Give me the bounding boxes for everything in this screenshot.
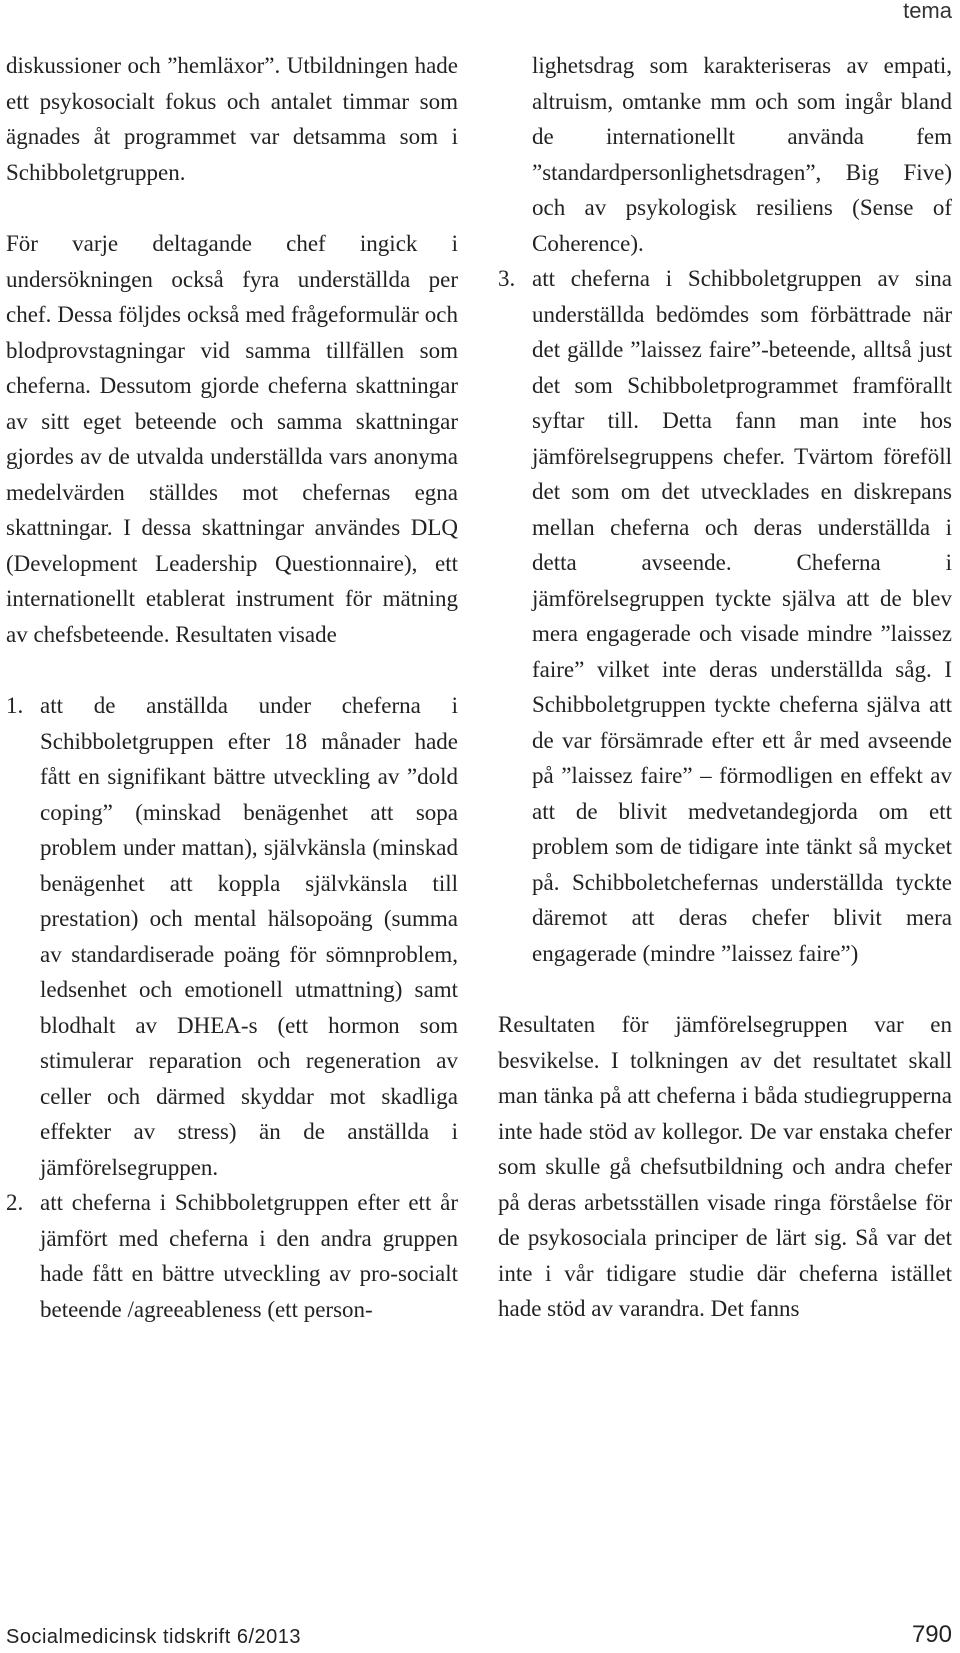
list-item-number: 2. [6, 1190, 24, 1215]
page-footer [6, 1621, 952, 1649]
list-item [6, 1185, 458, 1327]
journal-name: Socialmedicinsk tidskrift 6/2013 [6, 1626, 302, 1648]
list-item-number: 3. [498, 266, 516, 291]
results-list-continued [498, 261, 952, 971]
list-item-text: att de anställda under cheferna i Schibboletgruppen efter 18 månader hade fått en signifikant bättre utveckling av ”dold coping” (minskad benägenhet att sopa problem under mattan), självkänsla (minskad benägenhet att koppla självkänsla till prestation) och mental hälsopoäng (summa av standardiserade poäng för sömnproblem, ledsenhet och emotionell utmattning) samt blodhalt av DHEA-s (ett hormon som stimulerar reparation och regeneration av celler och därmed skyddar mot skadliga effekter av stress) än de anställda i jämförelsegruppen. [40, 693, 458, 1180]
paragraph-results: Resultaten för jämförelsegruppen var en besvikelse. I tolkningen av det resultatet skall man tänka på att cheferna i båda studiegrupperna inte hade stöd av kollegor. De var enstaka chefer som skulle gå chefsutbildning och andra chefer på deras arbetsställen visade ringa förståelse för de psykosociala principer de lärt sig. Så var det inte i vår tidigare studie där cheferna istället hade stöd av varandra. Det fanns [498, 1012, 952, 1321]
paragraph-method: För varje deltagande chef ingick i undersökningen också fyra underställda per chef. Dessa följdes också med frågeformulär och blodprovstagningar vid samma tillfällen som cheferna. Dessutom gjorde cheferna skattningar av sitt eget beteende och samma skattningar gjordes av de utvalda underställda vars anonyma medelvärden ställdes mot chefernas egna skattningar. I dessa skattningar användes DLQ (Development Leadership Questionnaire), ett internationellt etablerat instrument för mätning av chefsbeteende. Resultaten visade [6, 231, 458, 647]
section-tag: tema [903, 0, 952, 23]
list-item-number: 1. [6, 693, 24, 718]
page-number: 790 [911, 1621, 952, 1648]
paragraph-intro-end: diskussioner och ”hemläxor”. Utbildningen hade ett psykosocialt fokus och antalet timmar som ägnades åt programmet var detsamma som i Schibboletgruppen. [6, 53, 458, 185]
list-item-continuation: lighetsdrag som karakteriseras av empati, altruism, omtanke mm och som ingår bland de internationellt använda fem ”standardpersonlighetsdragen”, Big Five) och av psykologisk resiliens (Sense of Coherence). [532, 53, 952, 256]
list-item-text: att cheferna i Schibboletgruppen efter ett år jämfört med cheferna i den andra gruppen hade fått en bättre utveckling av pro-socialt beteende /agreeableness (ett person- [40, 1190, 458, 1322]
results-list [6, 688, 458, 1327]
list-item-text: att cheferna i Schibboletgruppen av sina underställda bedömdes som förbättrade när det gällde ”laissez faire”-beteende, alltså just det som Schibboletprogrammet framförallt syftar till. Detta fann man inte hos jämförelsegruppens chefer. Tvärtom föreföll det som om det utvecklades en diskrepans mellan cheferna och deras underställda i detta avseende. Cheferna i jämförelsegruppen tyckte själva att de blev mera engagerade och visade mindre ”laissez faire” vilket inte deras underställda såg. I Schibboletgruppen tyckte cheferna själva att de var försämrade efter ett år med avseende på ”laissez faire” – förmodligen en effekt av att de blivit medvetandegjorda om ett problem som de tidigare inte tänkt så mycket på. Schibboletchefernas underställda tyckte däremot att deras chefer blivit mera engagerade (mindre ”laissez faire”) [532, 266, 952, 966]
list-item [6, 688, 458, 1185]
right-column [498, 48, 952, 1327]
left-column [6, 48, 458, 1327]
list-item [498, 261, 952, 971]
